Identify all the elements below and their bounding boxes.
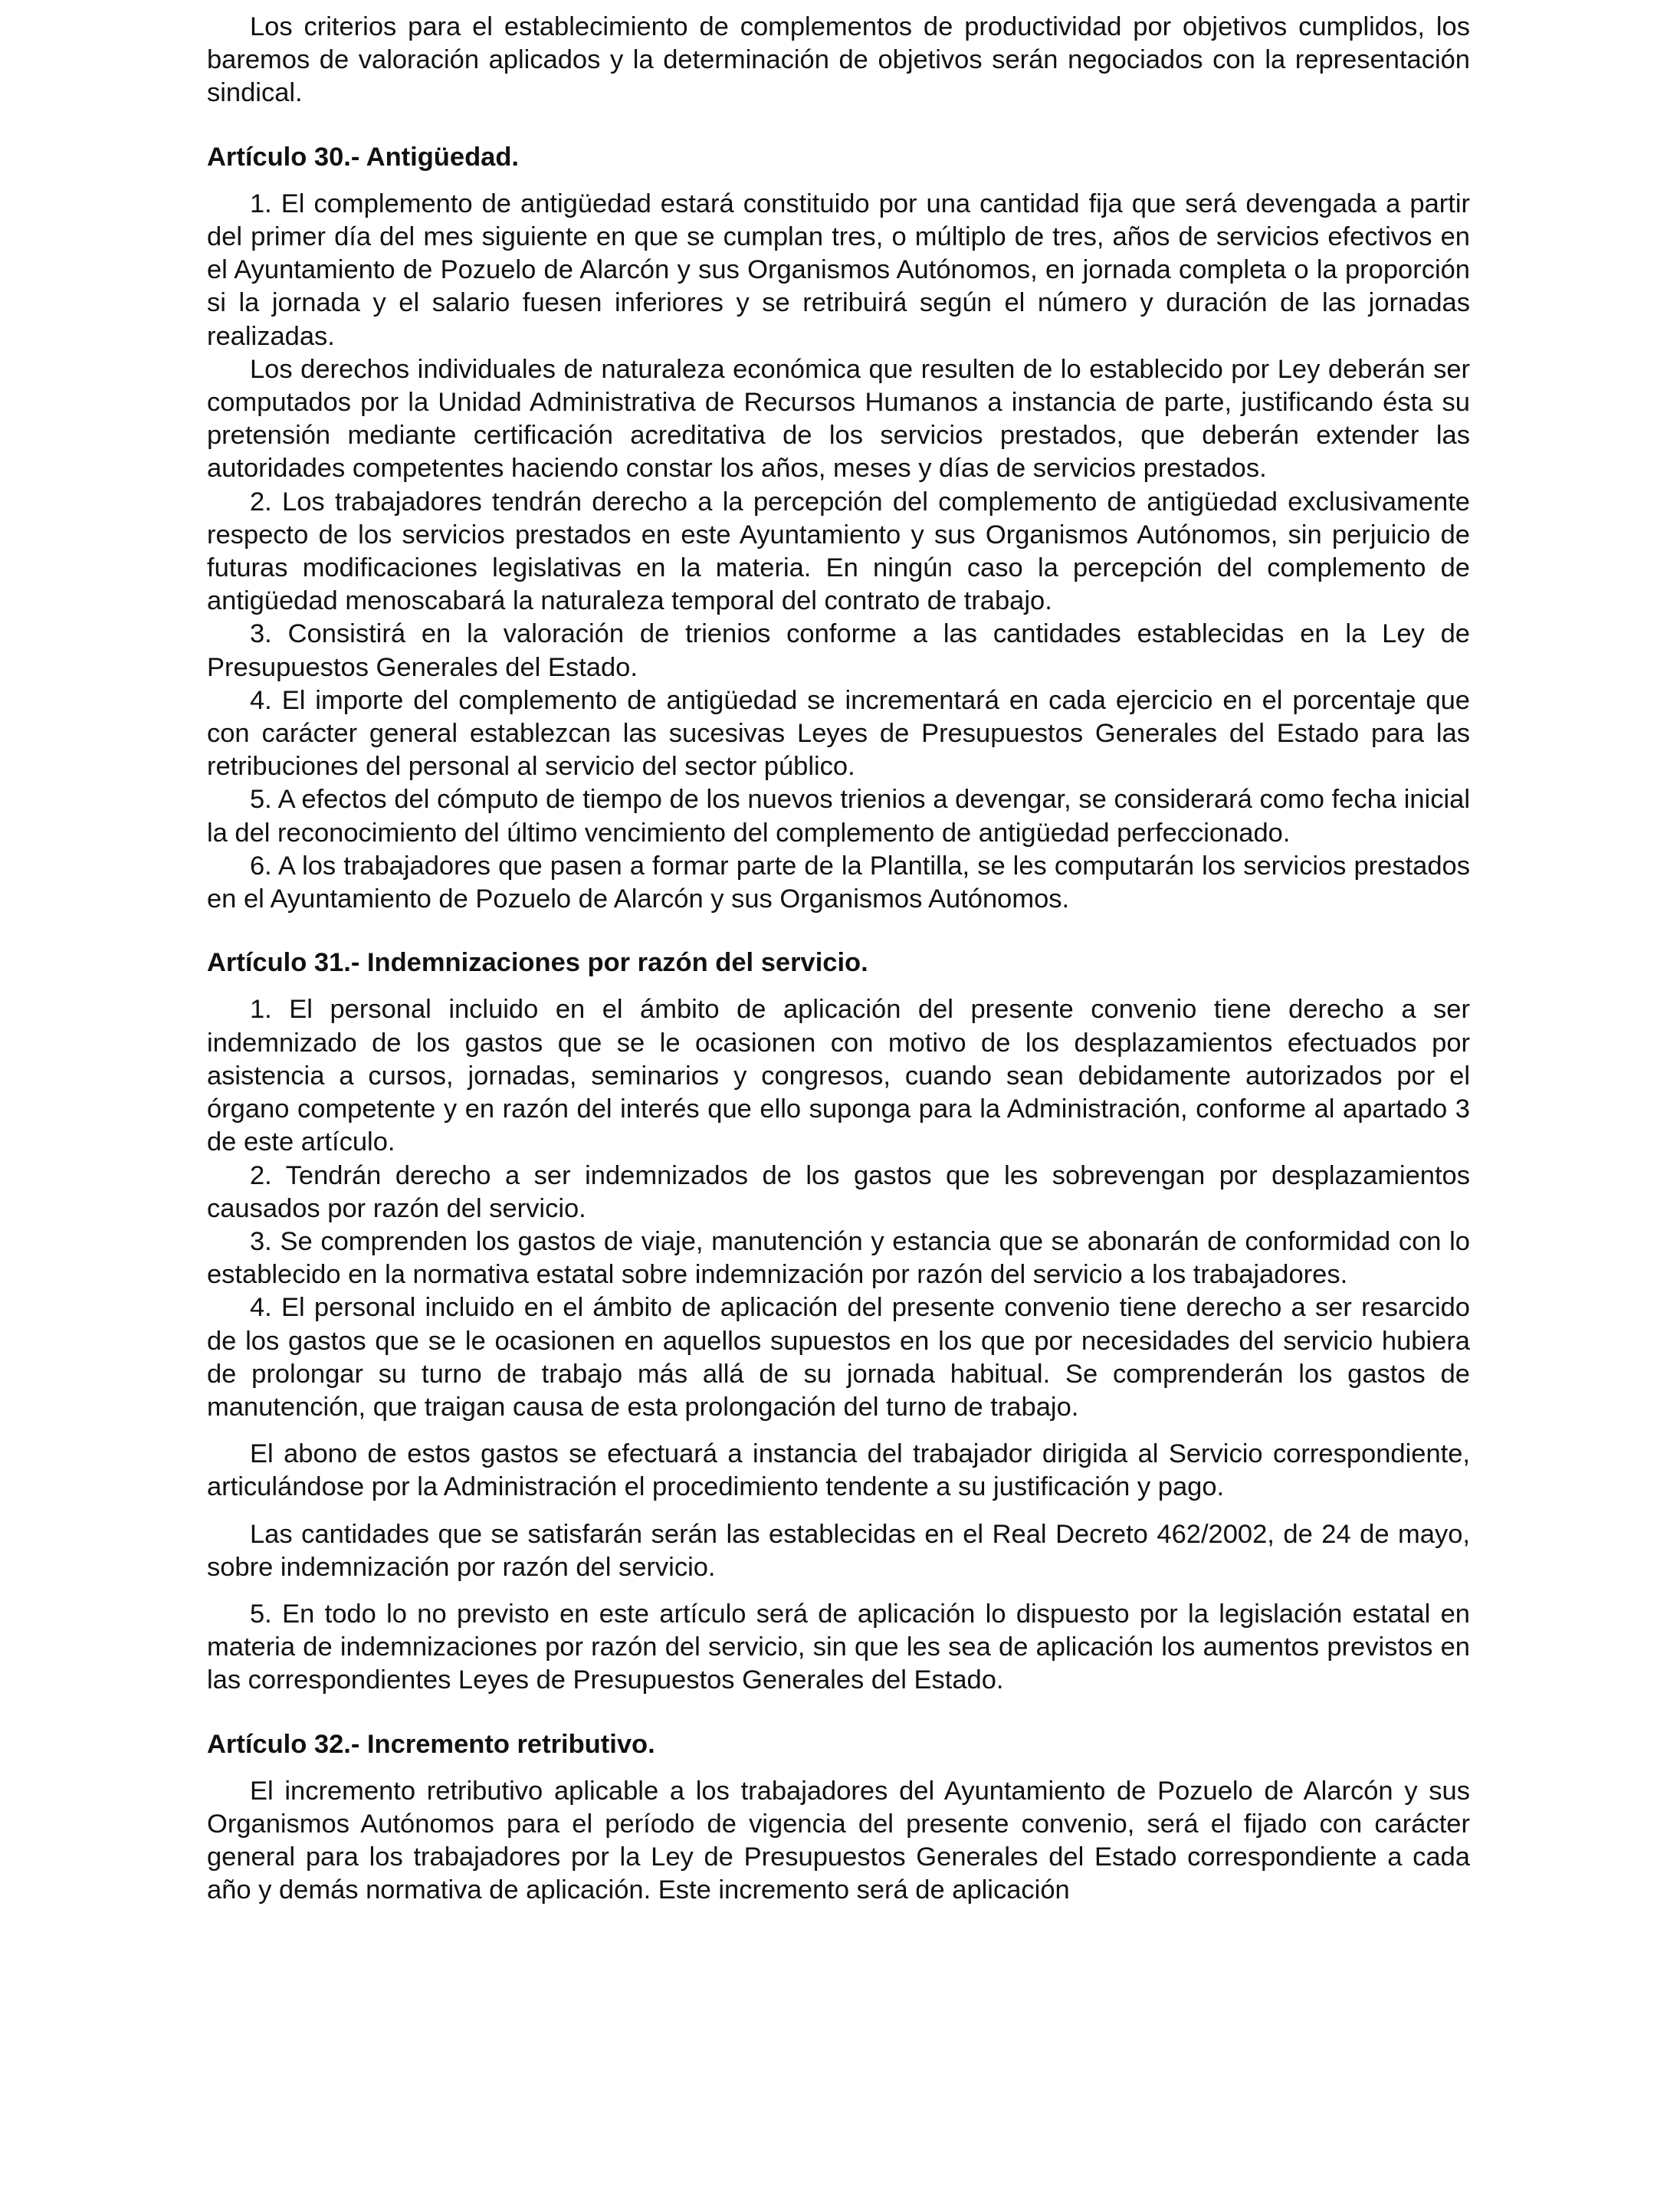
article-30-paragraph-5: 5. A efectos del cómputo de tiempo de los nuevos trienios a devengar, se considerará como fecha inicial la del reconocimiento del último vencimiento del complemento de antigüedad perfeccionado. xyxy=(207,785,1470,848)
article-31-paragraph-1: 1. El personal incluido en el ámbito de aplicación del presente convenio tiene derecho a ser indemnizado de los gastos que se le ocasionen con motivo de los desplazamientos efectuados por asistencia a cursos, jornadas, seminarios y congresos, cuando sean debidamente autorizados por el órgano competente y en razón del interés que ello suponga para la Administración, conforme al apartado 3 de este artículo. xyxy=(207,995,1470,1157)
article-31-paragraph-4b: El abono de estos gastos se efectuará a instancia del trabajador dirigida al Servicio correspondiente, articulándose por la Administración el procedimiento tendente a su justificación y pago. xyxy=(207,1439,1470,1502)
article-30-paragraph-4: 4. El importe del complemento de antigüedad se incrementará en cada ejercicio en el porcentaje que con carácter general establezcan las sucesivas Leyes de Presupuestos Generales del Estado para las retribuciones del personal al servicio del sector público. xyxy=(207,685,1470,782)
article-30-paragraph-1: 1. El complemento de antigüedad estará constituido por una cantidad fija que será devengada a partir del primer día del mes siguiente en que se cumplan tres, o múltiplo de tres, años de servicios efectivos en el Ayuntamiento de Pozuelo de Alarcón y sus Organismos Autónomos, en jornada completa o la proporción si la jornada y el salario fuesen inferiores y se retribuirá según el número y duración de las jornadas realizadas. xyxy=(207,189,1470,351)
document-page xyxy=(207,11,1470,1908)
article-31-heading: Artículo 31.- Indemnizaciones por razón del servicio. xyxy=(207,948,868,978)
article-30-paragraph-2: 2. Los trabajadores tendrán derecho a la percepción del complemento de antigüedad exclusivamente respecto de los servicios prestados en este Ayuntamiento y sus Organismos Autónomos, sin perjuicio de futuras modificaciones legislativas en la materia. En ningún caso la percepción del complemento de antigüedad menoscabará la naturaleza temporal del contrato de trabajo. xyxy=(207,487,1470,616)
article-31-paragraph-4c: Las cantidades que se satisfarán serán las establecidas en el Real Decreto 462/2002, de 24 de mayo, sobre indemnización por razón del servicio. xyxy=(207,1519,1470,1582)
article-31-paragraph-5: 5. En todo lo no previsto en este artículo será de aplicación lo dispuesto por la legislación estatal en materia de indemnizaciones por razón del servicio, sin que les sea de aplicación los aumentos previstos en las correspondientes Leyes de Presupuestos Generales del Estado. xyxy=(207,1599,1470,1695)
article-30-paragraph-3: 3. Consistirá en la valoración de trienios conforme a las cantidades establecidas en la Ley de Presupuestos Generales del Estado. xyxy=(207,619,1470,682)
article-31-paragraph-4: 4. El personal incluido en el ámbito de aplicación del presente convenio tiene derecho a ser resarcido de los gastos que se le ocasionen en aquellos supuestos en los que por necesidades del servicio hubiera de prolongar su turno de trabajo más allá de su jornada habitual. Se comprenderán los gastos de manutención, que traigan causa de esta prolongación del turno de trabajo. xyxy=(207,1293,1470,1422)
intro-paragraph: Los criterios para el establecimiento de complementos de productividad por objetivos cumplidos, los baremos de valoración aplicados y la determinación de objetivos serán negociados con la representación sindical. xyxy=(207,12,1470,108)
article-31-paragraph-2: 2. Tendrán derecho a ser indemnizados de los gastos que les sobrevengan por desplazamientos causados por razón del servicio. xyxy=(207,1160,1470,1223)
article-30-paragraph-6: 6. A los trabajadores que pasen a formar parte de la Plantilla, se les computarán los servicios prestados en el Ayuntamiento de Pozuelo de Alarcón y sus Organismos Autónomos. xyxy=(207,851,1470,914)
article-30-heading: Artículo 30.- Antigüedad. xyxy=(207,142,519,172)
article-32-heading: Artículo 32.- Incremento retributivo. xyxy=(207,1729,655,1759)
article-32-paragraph-1: El incremento retributivo aplicable a los trabajadores del Ayuntamiento de Pozuelo de Alarcón y sus Organismos Autónomos para el período de vigencia del presente convenio, será el fijado con carácter general para los trabajadores por la Ley de Presupuestos Generales del Estado correspondiente a cada año y demás normativa de aplicación. Este incremento será de aplicación xyxy=(207,1776,1470,1905)
article-30-paragraph-1b: Los derechos individuales de naturaleza económica que resulten de lo establecido por Ley deberán ser computados por la Unidad Administrativa de Recursos Humanos a instancia de parte, justificando ésta su pretensión mediante certificación acreditativa de los servicios prestados, que deberán extender las autoridades competentes haciendo constar los años, meses y días de servicios prestados. xyxy=(207,354,1470,484)
article-31-paragraph-3: 3. Se comprenden los gastos de viaje, manutención y estancia que se abonarán de conformidad con lo establecido en la normativa estatal sobre indemnización por razón del servicio a los trabajadores. xyxy=(207,1226,1470,1290)
